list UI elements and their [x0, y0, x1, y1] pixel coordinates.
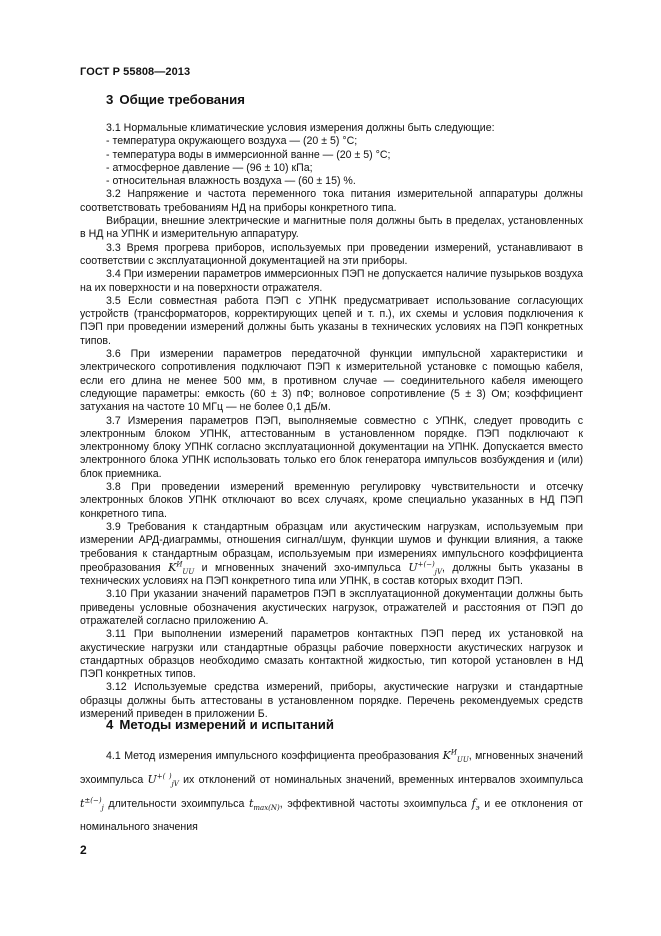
list-item: - атмосферное давление — (96 ± 10) кПа; — [106, 161, 313, 174]
list-item: - относительная влажность воздуха — (60 ± 15) %. — [106, 175, 356, 188]
section-4-heading — [106, 717, 334, 732]
page-number: 2 — [80, 843, 87, 857]
paragraph-3-1: 3.1 Нормальные климатические условия измерения должны быть следующие: — [106, 122, 495, 134]
section-number: 4 — [106, 717, 114, 732]
section-3-heading — [106, 92, 245, 107]
paragraph-3-4: 3.4 При измерении параметров иммерсионных ПЭП не допускается наличие пузырьков воздуха на их поверхности и на поверхности отражателя. — [80, 268, 583, 294]
section-title: Общие требования — [119, 92, 245, 107]
list-item: - температура воды в иммерсионной ванне — (20 ± 5) °С; — [106, 148, 391, 161]
k-uu-symbol: $K^И_{UU}$ — [442, 748, 469, 765]
k-uu-symbol: $K^И_{UU}$ — [168, 560, 195, 576]
u-jv-symbol: $U^{+( )}_{jV}$ — [147, 772, 179, 789]
section-title: Методы измерений и испытаний — [119, 717, 335, 732]
paragraph-3-2: 3.2 Напряжение и частота переменного тока питания измерительной аппаратуры должны соответствовать требованиям НД на приборы конкретного типа. — [80, 188, 583, 214]
f-e-symbol: $f_э$ — [471, 797, 480, 813]
paragraph-3-5: 3.5 Если совместная работа ПЭП с УПНК предусматривает использование согласующих устройств (трансформаторов, корректирующих цепей и т. п.), их схемы и условия подключения к ПЭП при проведении измерений должны быть указаны в технических условиях на ПЭП конкретных типов. — [80, 294, 583, 347]
paragraph-3-11: 3.11 При выполнении измерений параметров контактных ПЭП перед их установкой на акустические нагрузки или стандартные образцы рабочие поверхности акустических нагрузок и стандартных образцов необходимо смазать контактной жидкостью, тип которой установлен в НД ПЭП конкретных типов. — [80, 628, 583, 681]
paragraph-3-12: 3.12 Используемые средства измерений, приборы, акустические нагрузки и стандартные образцы должны быть аттестованы в установленном порядке. Перечень рекомендуемых средств измерений приведен в приложении Б. — [80, 681, 583, 721]
paragraph-4-1: 4.1 Метод измерения импульсного коэффициента преобразования $K^И_{UU}$, мгновенных значений эхоимпульса $U^{+( )}_{jV}$ их отклонений от номинальных значений, временных интервалов эхоимпульса $t^{\pm(-)}_j$ длительности эхоимпульса $t_{max(N)}$, эффективной частоты эхоимпульса $f_э$ и ее отклонения от номинального значения — [80, 748, 583, 833]
section-3-body — [80, 122, 583, 721]
paragraph-3-10: 3.10 При указании значений параметров ПЭП в эксплуатационной документации должны быть приведены условные обозначения акустических нагрузок, отражателей и расстояния от ПЭП до отражателей согласно приложению А. — [80, 588, 583, 627]
standard-header: ГОСТ Р 55808—2013 — [80, 66, 191, 78]
paragraph-3-3: 3.3 Время прогрева приборов, используемых при проведении измерений, устанавливают в соответствии с эксплуатационной документацией на эти приборы. — [80, 241, 583, 267]
section-4-body — [80, 744, 583, 839]
list-item: - температура окружающего воздуха — (20 ± 5) °С; — [106, 135, 358, 148]
section-number: 3 — [106, 92, 114, 107]
paragraph-3-9: 3.9 Требования к стандартным образцам или акустическим нагрузкам, используемым при измерении АРД-диаграммы, отношения сигнал/шум, функции шумов и функции влияния, а также требования к стандартным образцам, используемым при измерениях импульсного коэффициента преобразования $K^И_{UU}$ и мгновенных значений эхо-импульса $U^{+(-)}_{jV}$, должны быть указаны в технических условиях на ПЭП конкретного типа или УПНК, в состав которых входит ПЭП. — [80, 520, 583, 588]
paragraph-3-7: 3.7 Измерения параметров ПЭП, выполняемые совместно с УПНК, следует проводить с электронным блоком УПНК, аттестованным в установленном порядке. ПЭП подключают к электронному блоку УПНК согласно эксплуатационной документации на УПНК. Допускается вместо электронного блока УПНК использовать только его блок генератора импульсов возбуждения и (или) блок приемника. — [80, 414, 583, 480]
paragraph-3-8: 3.8 При проведении измерений временную регулировку чувствительности и отсечку электронных блоков УПНК отключают во всех случаях, кроме специально указанных в НД ПЭП конкретного типа. — [80, 481, 583, 520]
t-j-symbol: $t^{\pm(-)}_j$ — [80, 796, 104, 813]
t-max-symbol: $t_{max(N)}$ — [248, 797, 280, 813]
u-jv-symbol: $U^{+(-)}_{jV}$ — [408, 560, 443, 576]
paragraph-3-6: 3.6 При измерении параметров передаточной функции импульсной характеристики и электрического сопротивления подключают ПЭП к измерительной установке с помощью кабеля, если его длина не менее 500 мм, в противном случае — соединительного кабеля имеющего следующие параметры: емкость (60 ± 3) пФ; волновое сопротивление (5 ± 3) Ом; коэффициент затухания на частоте 10 МГц — не более 0,1 дБ/м. — [80, 348, 583, 414]
paragraph-3-2b: Вибрации, внешние электрические и магнитные поля должны быть в пределах, установленных в НД на УПНК и измерительную аппаратуру. — [80, 215, 583, 241]
